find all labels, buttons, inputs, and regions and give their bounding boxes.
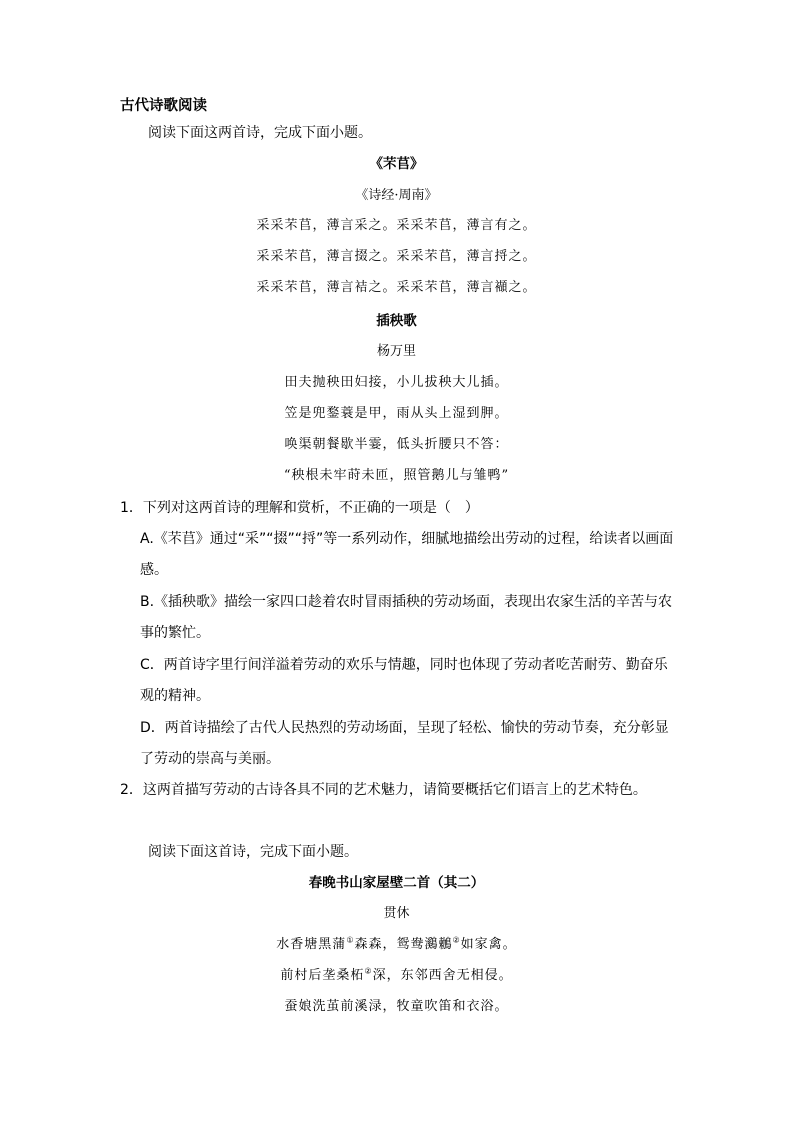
poem1-title: 《芣苢》 xyxy=(369,156,424,172)
poem3-line-text: 森森，鸳鸯鸂鶒 xyxy=(354,937,453,952)
poem3-line-text: 蚕娘洗茧前溪渌，牧童吹笛和衣浴。 xyxy=(284,999,509,1014)
question1-option-c-cont: 观的精神。 xyxy=(140,688,210,704)
footnote-marker: ① xyxy=(346,935,355,945)
question1-option-d: D．两首诗描绘了古代人民热烈的劳动场面，呈现了轻松、愉快的劳动节奏，充分彰显 xyxy=(140,720,669,736)
poem3-line-text: 如家禽。 xyxy=(460,937,517,952)
part1-intro: 阅读下面这两首诗，完成下面小题。 xyxy=(148,125,372,141)
question1-option-b: B.《插秧歌》描绘一家四口趁着农时冒雨插秧的劳动场面，表现出农家生活的辛苦与农 xyxy=(140,594,673,610)
poem3-line-text: 前村后垄桑柘 xyxy=(280,968,365,983)
poem2-title: 插秧歌 xyxy=(376,313,417,329)
poem2-author: 杨万里 xyxy=(376,344,416,359)
poem2-line: 唤渠朝餐歇半霎，低头折腰只不答： xyxy=(284,437,509,452)
poem1-source: 《诗经·周南》 xyxy=(355,188,438,203)
question1-option-b-cont: 事的繁忙。 xyxy=(140,625,210,641)
poem2-line: 田夫抛秧田妇接，小儿拔秧大儿插。 xyxy=(284,375,509,390)
footnote-marker: ② xyxy=(364,966,373,976)
poem1-line: 采采芣苢，薄言掇之。采采芣苢，薄言捋之。 xyxy=(256,249,537,264)
poem1-line: 采采芣苢，薄言采之。采采芣苢，薄言有之。 xyxy=(256,218,537,233)
poem3-line xyxy=(0,966,793,986)
question1-option-c: C．两首诗字里行间洋溢着劳动的欢乐与情趣，同时也体现了劳动者吃苦耐劳、勤奋乐 xyxy=(140,657,668,673)
poem2-line: “秧根未牢莳未匝，照管鹅儿与雏鸭” xyxy=(283,468,510,483)
poem2-line: 笠是兜鍪蓑是甲，雨从头上湿到胛。 xyxy=(284,406,509,421)
poem3-line xyxy=(0,935,793,955)
poem3-line xyxy=(0,997,793,1017)
footnote-marker: ② xyxy=(452,935,461,945)
section-heading: 古代诗歌阅读 xyxy=(120,98,207,114)
poem3-author: 贯休 xyxy=(383,906,410,921)
poem1-line: 采采芣苢，薄言袺之。采采芣苢，薄言襭之。 xyxy=(256,280,537,295)
part2-intro: 阅读下面这首诗，完成下面小题。 xyxy=(148,844,358,860)
poem3-line-text: 水香塘黑蒲 xyxy=(276,937,347,952)
question1-stem: 1．下列对这两首诗的理解和赏析，不正确的一项是（ ） xyxy=(120,500,479,516)
question1-option-a: A.《芣苢》通过“采”“掇”“捋”等一系列动作，细腻地描绘出劳动的过程，给读者以画面 xyxy=(140,531,674,547)
poem3-title: 春晚书山家屋壁二首（其二） xyxy=(308,875,485,891)
question1-option-d-cont: 了劳动的崇高与美丽。 xyxy=(140,751,280,767)
question1-option-a-cont: 感。 xyxy=(140,562,168,578)
poem3-line-text: 深，东邻西舍无相侵。 xyxy=(372,968,513,983)
question2-stem: 2．这两首描写劳动的古诗各具不同的艺术魅力，请简要概括它们语言上的艺术特色。 xyxy=(120,782,647,798)
